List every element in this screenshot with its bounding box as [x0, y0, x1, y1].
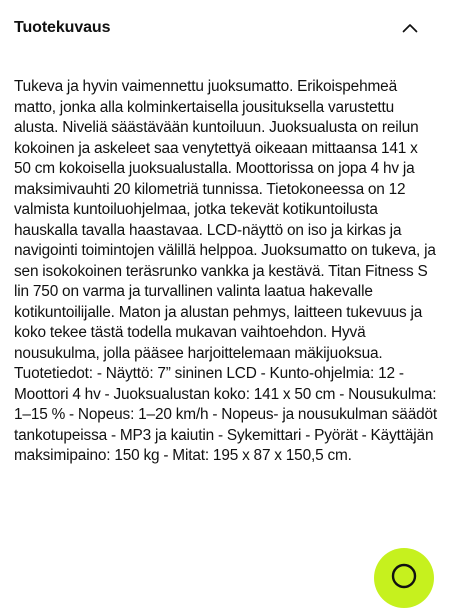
product-description-header[interactable]: [0, 0, 449, 58]
description-text: Tukeva ja hyvin vaimennettu juoksumatto. Erikoispehmeä matto, jonka alla kolminkertaisella jousituksella varustettu alusta. Niveliä säästävään kuntoiluun. Juoksualusta on reilun kokoinen ja askeleet saa venytettyä oikeaan mittaansa 141 x 50 cm kokoisella juoksualustalla. Moottorissa on jopa 4 hv ja maksimivauhti 20 kilometriä tunnissa. Tietokoneessa on 12 valmista kuntoiluohjelmaa, jotka tekevät kotikuntoilusta hauskalla tavalla haastavaa. LCD-näyttö on iso ja kirkas ja navigointi toimintojen välillä helppoa. Juoksumatto on tukeva, ja sen isokokoinen teräsrunko vankka ja kestävä. Titan Fitness S lin 750 on varma ja turvallinen valinta laatua hakevalle kotikuntoilijalle. Maton ja alustan pehmys, laitteen tukevuus ja koko tekee tästä todella mukavan vaihtoehdon. Hyvä nousukulma, jolla pääsee harjoittelemaan mäkijuoksua. Tuotetiedot: - Näyttö: 7” sininen LCD - Kunto-ohjelmia: 12 - Moottori 4 hv - Juoksualustan koko: 141 x 50 cm - Nousukulma: 1–15 % - Nopeus: 1–20 km/h - Nopeus- ja nousukulman säädöt tankotupeissa - MP3 ja kaiutin - Sykemittari - Pyörät - Käyttäjän maksimipaino: 150 kg - Mitat: 195 x 87 x 150,5 cm.: [14, 78, 438, 464]
chat-icon: [390, 548, 418, 595]
chat-button[interactable]: [374, 548, 434, 608]
product-description-body: [14, 77, 438, 467]
chevron-up-icon[interactable]: [401, 19, 419, 37]
section-title: Tuotekuvaus: [14, 18, 111, 36]
